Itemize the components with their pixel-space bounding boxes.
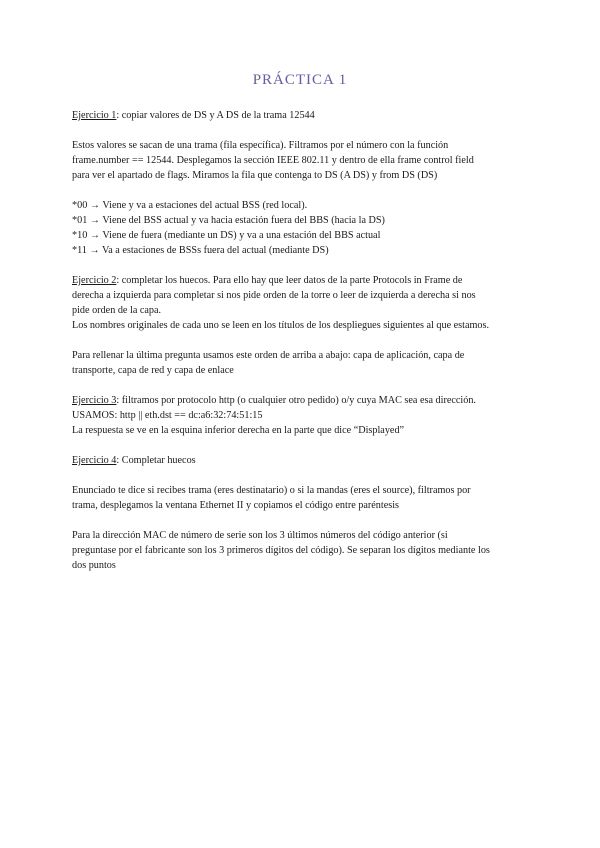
text-line: frame.number == 12544. Desplegamos la sección IEEE 802.11 y dentro de ella frame control field [72, 155, 474, 166]
text-line: La respuesta se ve en la esquina inferior derecha en la parte que dice “Displayed” [72, 425, 405, 436]
list-item: *11 → Va a estaciones de BSSs fuera del actual (mediante DS) [72, 245, 329, 256]
text-line: Los nombres originales de cada uno se leen en los títulos de los despliegues siguientes al que estamos. [72, 320, 490, 331]
text-line: pide orden de la capa. [72, 305, 162, 316]
exercise-1-heading-line [72, 108, 534, 123]
list-item: *10 → Viene de fuera (mediante un DS) y va a una estación del BBS actual [72, 230, 381, 241]
text-line: USAMOS: http || eth.dst == dc:a6:32:74:51:15 [72, 410, 263, 421]
document-body [72, 108, 534, 573]
text-line: dos puntos [72, 560, 116, 571]
exercise-3-heading: Ejercicio 3 [72, 395, 117, 406]
text-line: Ejercicio 3: filtramos por protocolo http (o cualquier otro pedido) o/y cuya MAC sea esa dirección. [72, 395, 476, 406]
exercise-4-paragraph [72, 483, 534, 513]
text-line: Para la dirección MAC de número de serie son los 3 últimos números del código anterior (si [72, 530, 448, 541]
list-item: *01 → Viene del BSS actual y va hacia estación fuera del BBS (hacia la DS) [72, 215, 385, 226]
exercise-4-paragraph-2 [72, 528, 534, 573]
exercise-2-paragraph [72, 273, 534, 333]
exercise-3-paragraph [72, 393, 534, 438]
exercise-1-heading-rest: : copiar valores de DS y A DS de la trama 12544 [116, 110, 315, 121]
text-line: para ver el apartado de flags. Miramos la fila que contenga to DS (A DS) y from DS (DS) [72, 170, 438, 181]
text-line: Para rellenar la última pregunta usamos este orden de arriba a abajo: capa de aplicación, capa de [72, 350, 465, 361]
text-line: derecha a izquierda para completar si nos pide orden de la torre o leer de izquierda a derecha si nos [72, 290, 476, 301]
exercise-4-heading: Ejercicio 4 [72, 455, 117, 466]
text-line: preguntase por el fabricante son los 3 primeros dígitos del código). Se separan los dígitos mediante los [72, 545, 490, 556]
text-line: Estos valores se sacan de una trama (fila específica). Filtramos por el número con la función [72, 140, 449, 151]
exercise-2-paragraph-2 [72, 348, 534, 378]
exercise-4-heading-line [72, 453, 534, 468]
list-item: *00 → Viene y va a estaciones del actual BSS (red local). [72, 200, 308, 211]
text-line: transporte, capa de red y capa de enlace [72, 365, 234, 376]
text-line: trama, desplegamos la ventana Ethernet II y copiamos el código entre paréntesis [72, 500, 400, 511]
exercise-1-heading: Ejercicio 1 [72, 110, 117, 121]
exercise-1-paragraph [72, 138, 534, 183]
exercise-1-list [72, 198, 534, 258]
text-line: Ejercicio 2: completar los huecos. Para ello hay que leer datos de la parte Protocols in Frame de [72, 275, 463, 286]
exercise-4-heading-rest: : Completar huecos [116, 455, 196, 466]
exercise-2-heading: Ejercicio 2 [72, 275, 117, 286]
text-line: Enunciado te dice si recibes trama (eres destinatario) o si la mandas (eres el source), filtramos por [72, 485, 471, 496]
page-title: PRÁCTICA 1 [252, 72, 348, 88]
